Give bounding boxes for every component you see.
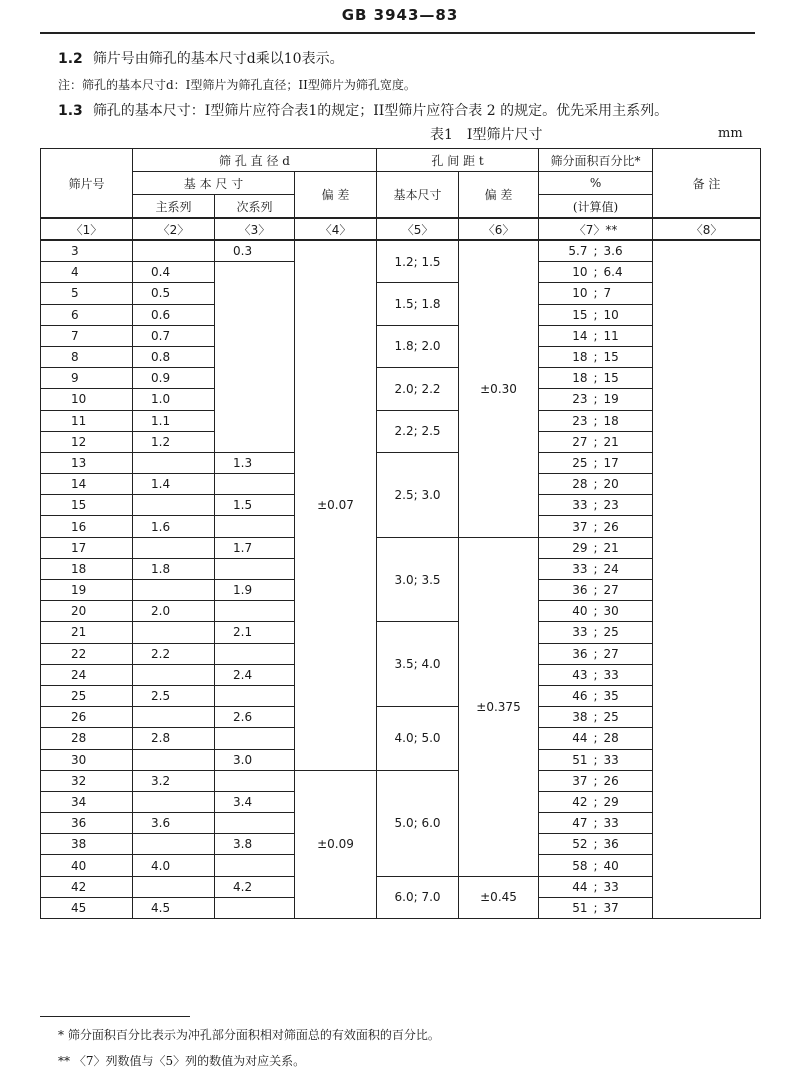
clause-number: 1.3 [58, 103, 83, 119]
open-area-value-b: 26 [603, 773, 619, 788]
separator: ; [593, 773, 598, 788]
open-area-value-b: 18 [603, 413, 619, 428]
pitch-deviation-cell: ±0.30 [459, 240, 539, 537]
header-main-series: 主系列 [133, 195, 215, 219]
open-area-value-b: 40 [603, 858, 619, 873]
table-unit: mm [718, 126, 743, 141]
open-area-value-a: 23 [572, 392, 588, 407]
sub-series-cell: 4.2 [215, 876, 295, 897]
main-series-cell [133, 749, 215, 770]
separator: ; [593, 689, 598, 704]
sub-series-cell: 2.4 [215, 664, 295, 685]
sieve-number-cell: 38 [41, 834, 133, 855]
footnote: * 筛分面积百分比表示为冲孔部分面积相对筛面总的有效面积的百分比。 [58, 1028, 440, 1042]
main-series-cell: 2.2 [133, 643, 215, 664]
open-area-cell [539, 813, 653, 834]
separator: ; [593, 244, 598, 259]
open-area-value-a: 38 [572, 710, 588, 725]
sieve-number-cell: 8 [41, 346, 133, 367]
table-row [41, 410, 761, 431]
sub-series-cell [215, 685, 295, 706]
open-area-value-b: 28 [603, 731, 619, 746]
table-row [41, 707, 761, 728]
sub-series-cell: 1.7 [215, 537, 295, 558]
pitch-basic-cell: 1.8; 2.0 [377, 325, 459, 367]
sieve-number-cell: 30 [41, 749, 133, 770]
open-area-value-a: 52 [572, 837, 588, 852]
remarks-cell [653, 240, 761, 919]
open-area-cell [539, 601, 653, 622]
open-area-value-b: 7 [603, 286, 612, 301]
separator: ; [593, 434, 598, 449]
sieve-number-cell: 42 [41, 876, 133, 897]
sieve-number-cell: 21 [41, 622, 133, 643]
sub-series-cell: 2.6 [215, 707, 295, 728]
open-area-value-b: 29 [603, 794, 619, 809]
open-area-value-a: 5.7 [568, 244, 588, 259]
open-area-cell [539, 685, 653, 706]
header-remarks: 备 注 [653, 149, 761, 219]
open-area-value-b: 25 [603, 710, 619, 725]
separator: ; [593, 710, 598, 725]
table-row [41, 622, 761, 643]
column-index: 〈3〉 [215, 218, 295, 240]
main-series-cell [133, 240, 215, 262]
column-index: 〈7〉** [539, 218, 653, 240]
open-area-cell [539, 516, 653, 537]
sub-series-cell [215, 516, 295, 537]
open-area-value-b: 30 [603, 604, 619, 619]
sub-series-cell [215, 855, 295, 876]
open-area-cell [539, 452, 653, 473]
open-area-value-b: 15 [603, 371, 619, 386]
column-index: 〈2〉 [133, 218, 215, 240]
column-index: 〈1〉 [41, 218, 133, 240]
open-area-cell [539, 728, 653, 749]
main-series-cell: 2.5 [133, 685, 215, 706]
header-basic-size: 基 本 尺 寸 [133, 172, 295, 195]
open-area-value-b: 26 [603, 519, 619, 534]
pitch-basic-cell: 2.0; 2.2 [377, 368, 459, 410]
main-series-cell: 1.0 [133, 389, 215, 410]
separator: ; [593, 350, 598, 365]
open-area-value-b: 19 [603, 392, 619, 407]
sieve-number-cell: 20 [41, 601, 133, 622]
separator: ; [593, 879, 598, 894]
main-series-cell: 1.4 [133, 474, 215, 495]
footnote-rule [40, 1016, 190, 1017]
open-area-cell [539, 240, 653, 262]
open-area-value-b: 33 [603, 667, 619, 682]
separator: ; [593, 540, 598, 555]
deviation-cell: ±0.09 [295, 770, 377, 918]
header-hole-diameter: 筛 孔 直 径 d [133, 149, 377, 172]
separator: ; [593, 837, 598, 852]
open-area-value-b: 3.6 [603, 244, 623, 259]
open-area-cell [539, 643, 653, 664]
open-area-value-a: 37 [572, 519, 588, 534]
open-area-value-a: 47 [572, 816, 588, 831]
header-rule [40, 32, 755, 34]
separator: ; [593, 625, 598, 640]
main-series-cell: 3.6 [133, 813, 215, 834]
table-caption [430, 124, 556, 144]
open-area-value-a: 10 [572, 286, 588, 301]
open-area-value-a: 18 [572, 350, 588, 365]
sieve-number-cell: 9 [41, 368, 133, 389]
pitch-deviation-cell: ±0.375 [459, 537, 539, 876]
sieve-number-cell: 4 [41, 262, 133, 283]
separator: ; [593, 752, 598, 767]
open-area-value-b: 37 [603, 900, 619, 915]
separator: ; [593, 392, 598, 407]
sieve-number-cell: 6 [41, 304, 133, 325]
open-area-cell [539, 431, 653, 452]
open-area-value-a: 51 [572, 900, 588, 915]
table-row [41, 452, 761, 473]
open-area-value-b: 23 [603, 498, 619, 513]
sieve-number-cell: 25 [41, 685, 133, 706]
open-area-cell [539, 474, 653, 495]
open-area-value-a: 33 [572, 625, 588, 640]
open-area-cell [539, 389, 653, 410]
main-series-cell: 0.5 [133, 283, 215, 304]
separator: ; [593, 667, 598, 682]
clause-text: 筛孔的基本尺寸：I型筛片应符合表1的规定；II型筛片应符合表 2 的规定。优先采用主系列。 [92, 103, 669, 119]
header-pitch-deviation: 偏 差 [459, 172, 539, 219]
main-series-cell [133, 876, 215, 897]
open-area-cell [539, 664, 653, 685]
column-index-row [41, 218, 761, 240]
sub-series-cell: 2.1 [215, 622, 295, 643]
open-area-value-a: 46 [572, 689, 588, 704]
main-series-cell: 2.8 [133, 728, 215, 749]
separator: ; [593, 265, 598, 280]
open-area-value-b: 27 [603, 646, 619, 661]
separator: ; [593, 858, 598, 873]
sieve-number-cell: 28 [41, 728, 133, 749]
table-row [41, 368, 761, 389]
table-title: I型筛片尺寸 [466, 127, 543, 143]
main-series-cell [133, 452, 215, 473]
sieve-number-cell: 3 [41, 240, 133, 262]
open-area-value-b: 10 [603, 307, 619, 322]
main-series-cell: 1.8 [133, 558, 215, 579]
sieve-number-cell: 15 [41, 495, 133, 516]
separator: ; [593, 583, 598, 598]
pitch-basic-cell: 2.5; 3.0 [377, 452, 459, 537]
sieve-number-cell: 10 [41, 389, 133, 410]
open-area-value-a: 44 [572, 731, 588, 746]
sub-series-cell [215, 262, 295, 453]
open-area-cell [539, 855, 653, 876]
pitch-basic-cell: 3.5; 4.0 [377, 622, 459, 707]
open-area-value-b: 11 [603, 328, 619, 343]
column-index: 〈6〉 [459, 218, 539, 240]
open-area-value-a: 18 [572, 371, 588, 386]
open-area-value-b: 17 [603, 455, 619, 470]
open-area-value-b: 36 [603, 837, 619, 852]
open-area-cell [539, 368, 653, 389]
sieve-number-cell: 16 [41, 516, 133, 537]
open-area-value-a: 27 [572, 434, 588, 449]
separator: ; [593, 604, 598, 619]
sieve-number-cell: 45 [41, 897, 133, 918]
separator: ; [593, 794, 598, 809]
pitch-deviation-cell: ±0.45 [459, 876, 539, 918]
open-area-value-a: 25 [572, 455, 588, 470]
main-series-cell: 4.0 [133, 855, 215, 876]
open-area-cell [539, 262, 653, 283]
sub-series-cell: 1.9 [215, 580, 295, 601]
separator: ; [593, 646, 598, 661]
table-row [41, 770, 761, 791]
main-series-cell [133, 580, 215, 601]
main-series-cell [133, 707, 215, 728]
open-area-cell [539, 537, 653, 558]
header-open-area: 筛分面积百分比* [539, 149, 653, 172]
open-area-value-b: 27 [603, 583, 619, 598]
open-area-value-a: 28 [572, 477, 588, 492]
open-area-value-a: 44 [572, 879, 588, 894]
open-area-value-a: 43 [572, 667, 588, 682]
main-series-cell: 1.2 [133, 431, 215, 452]
pitch-basic-cell: 3.0; 3.5 [377, 537, 459, 622]
sieve-number-cell: 26 [41, 707, 133, 728]
header-sub-series: 次系列 [215, 195, 295, 219]
sub-series-cell [215, 897, 295, 918]
sub-series-cell [215, 643, 295, 664]
pitch-basic-cell: 2.2; 2.5 [377, 410, 459, 452]
sub-series-cell [215, 558, 295, 579]
main-series-cell: 0.8 [133, 346, 215, 367]
open-area-value-a: 29 [572, 540, 588, 555]
separator: ; [593, 900, 598, 915]
open-area-cell [539, 876, 653, 897]
separator: ; [593, 455, 598, 470]
document-header: GB 3943—83 [341, 6, 459, 24]
open-area-value-b: 24 [603, 561, 619, 576]
main-series-cell [133, 622, 215, 643]
header-deviation: 偏 差 [295, 172, 377, 219]
open-area-cell [539, 283, 653, 304]
open-area-value-a: 51 [572, 752, 588, 767]
sieve-number-cell: 18 [41, 558, 133, 579]
open-area-cell [539, 304, 653, 325]
header-open-area-calc: (计算值) [539, 195, 653, 219]
open-area-value-a: 33 [572, 561, 588, 576]
table-row [41, 240, 761, 262]
main-series-cell: 0.7 [133, 325, 215, 346]
sieve-number-cell: 14 [41, 474, 133, 495]
open-area-cell [539, 325, 653, 346]
header-open-area-unit: % [539, 172, 653, 195]
table-row [41, 876, 761, 897]
main-series-cell: 2.0 [133, 601, 215, 622]
open-area-cell [539, 770, 653, 791]
clause-1-2 [58, 48, 344, 68]
open-area-value-b: 33 [603, 752, 619, 767]
open-area-value-a: 23 [572, 413, 588, 428]
sieve-number-cell: 22 [41, 643, 133, 664]
pitch-basic-cell: 4.0; 5.0 [377, 707, 459, 771]
open-area-cell [539, 622, 653, 643]
main-series-cell: 4.5 [133, 897, 215, 918]
deviation-cell: ±0.07 [295, 240, 377, 770]
main-series-cell [133, 834, 215, 855]
sieve-number-cell: 13 [41, 452, 133, 473]
column-index: 〈8〉 [653, 218, 761, 240]
separator: ; [593, 498, 598, 513]
separator: ; [593, 328, 598, 343]
sieve-number-cell: 34 [41, 791, 133, 812]
open-area-value-a: 10 [572, 265, 588, 280]
footnote: ** 〈7〉列数值与〈5〉列的数值为对应关系。 [58, 1054, 306, 1068]
separator: ; [593, 371, 598, 386]
sub-series-cell: 3.8 [215, 834, 295, 855]
open-area-value-b: 20 [603, 477, 619, 492]
pitch-basic-cell: 1.5; 1.8 [377, 283, 459, 325]
separator: ; [593, 561, 598, 576]
main-series-cell: 0.4 [133, 262, 215, 283]
open-area-value-b: 6.4 [603, 265, 623, 280]
open-area-cell [539, 558, 653, 579]
open-area-cell [539, 791, 653, 812]
open-area-value-b: 33 [603, 879, 619, 894]
sub-series-cell: 3.4 [215, 791, 295, 812]
open-area-value-b: 21 [603, 434, 619, 449]
open-area-cell [539, 749, 653, 770]
table-row [41, 537, 761, 558]
separator: ; [593, 413, 598, 428]
main-series-cell [133, 664, 215, 685]
clause-1-3 [58, 100, 668, 120]
sub-series-cell [215, 770, 295, 791]
open-area-cell [539, 580, 653, 601]
main-series-cell: 0.6 [133, 304, 215, 325]
sieve-number-cell: 19 [41, 580, 133, 601]
clause-note: 注：筛孔的基本尺寸d：I型筛片为筛孔直径；II型筛片为筛孔宽度。 [58, 78, 416, 92]
open-area-cell [539, 707, 653, 728]
clause-number: 1.2 [58, 51, 83, 67]
separator: ; [593, 477, 598, 492]
main-series-cell [133, 495, 215, 516]
pitch-basic-cell: 1.2; 1.5 [377, 240, 459, 283]
main-series-cell [133, 537, 215, 558]
sub-series-cell [215, 601, 295, 622]
open-area-value-b: 25 [603, 625, 619, 640]
header-sieve-no: 筛片号 [41, 149, 133, 219]
open-area-cell [539, 346, 653, 367]
separator: ; [593, 286, 598, 301]
open-area-cell [539, 495, 653, 516]
sieve-number-cell: 32 [41, 770, 133, 791]
sieve-number-cell: 17 [41, 537, 133, 558]
sieve-dimensions-table [40, 148, 761, 919]
open-area-value-a: 15 [572, 307, 588, 322]
open-area-value-a: 58 [572, 858, 588, 873]
open-area-value-a: 36 [572, 583, 588, 598]
open-area-value-a: 36 [572, 646, 588, 661]
open-area-cell [539, 834, 653, 855]
open-area-value-b: 15 [603, 350, 619, 365]
sub-series-cell [215, 728, 295, 749]
header-pitch: 孔 间 距 t [377, 149, 539, 172]
open-area-cell [539, 897, 653, 918]
open-area-cell [539, 410, 653, 431]
open-area-value-b: 21 [603, 540, 619, 555]
sub-series-cell [215, 474, 295, 495]
main-series-cell: 3.2 [133, 770, 215, 791]
pitch-basic-cell: 5.0; 6.0 [377, 770, 459, 876]
sub-series-cell: 1.5 [215, 495, 295, 516]
clause-text: 筛片号由筛孔的基本尺寸d乘以10表示。 [92, 51, 344, 67]
table-row [41, 325, 761, 346]
separator: ; [593, 307, 598, 322]
open-area-value-a: 37 [572, 773, 588, 788]
header-pitch-basic: 基本尺寸 [377, 172, 459, 219]
table-number: 表1 [430, 127, 453, 143]
sieve-number-cell: 11 [41, 410, 133, 431]
open-area-value-b: 33 [603, 816, 619, 831]
open-area-value-a: 14 [572, 328, 588, 343]
sub-series-cell [215, 813, 295, 834]
open-area-value-a: 42 [572, 794, 588, 809]
sieve-number-cell: 40 [41, 855, 133, 876]
open-area-value-a: 33 [572, 498, 588, 513]
main-series-cell [133, 791, 215, 812]
column-index: 〈4〉 [295, 218, 377, 240]
separator: ; [593, 519, 598, 534]
sieve-number-cell: 5 [41, 283, 133, 304]
sieve-number-cell: 12 [41, 431, 133, 452]
separator: ; [593, 731, 598, 746]
main-series-cell: 0.9 [133, 368, 215, 389]
sub-series-cell: 0.3 [215, 240, 295, 262]
separator: ; [593, 816, 598, 831]
column-index: 〈5〉 [377, 218, 459, 240]
pitch-basic-cell: 6.0; 7.0 [377, 876, 459, 918]
main-series-cell: 1.1 [133, 410, 215, 431]
sieve-number-cell: 36 [41, 813, 133, 834]
table-row [41, 283, 761, 304]
sub-series-cell: 1.3 [215, 452, 295, 473]
sieve-number-cell: 7 [41, 325, 133, 346]
main-series-cell: 1.6 [133, 516, 215, 537]
open-area-value-b: 35 [603, 689, 619, 704]
open-area-value-a: 40 [572, 604, 588, 619]
sieve-number-cell: 24 [41, 664, 133, 685]
sub-series-cell: 3.0 [215, 749, 295, 770]
